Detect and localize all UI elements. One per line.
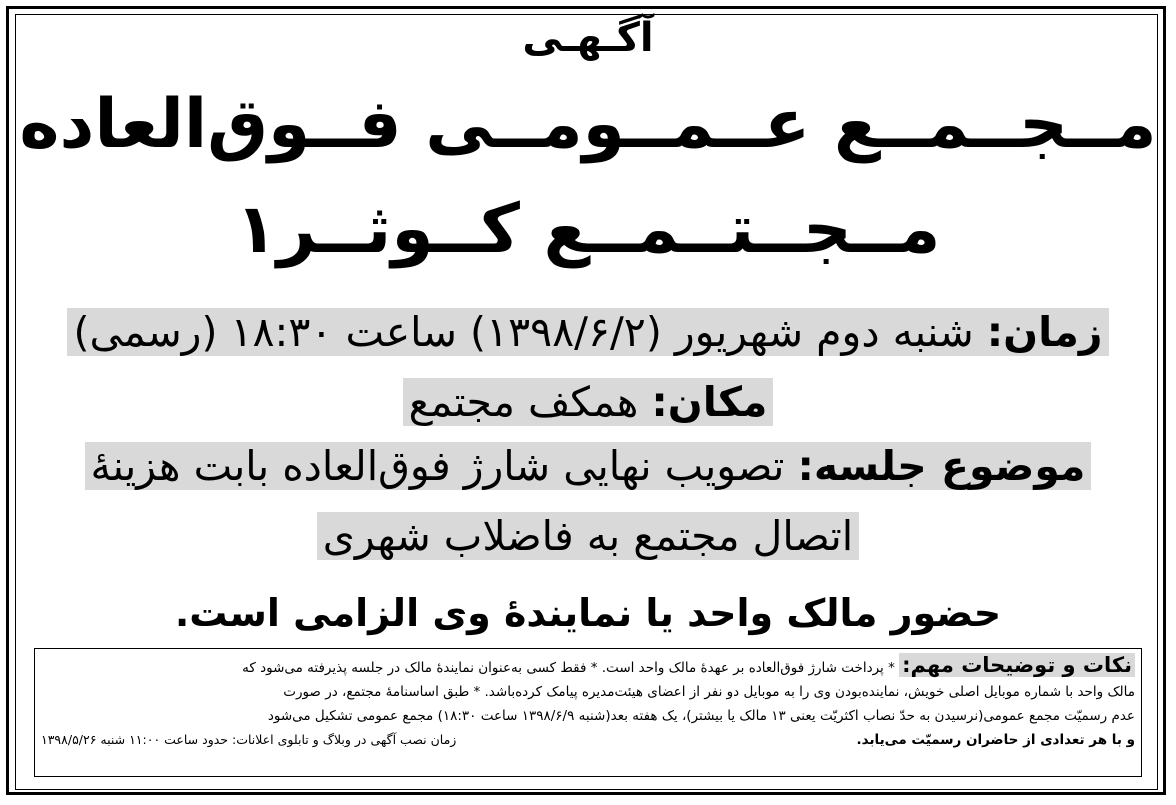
meeting-subject-continuation (0, 504, 1176, 568)
subject-continuation-highlight: اتصال مجتمع به فاضلاب شهری (317, 512, 859, 560)
meeting-place-highlight (403, 378, 774, 426)
meeting-subject-highlight (85, 442, 1092, 490)
complex-name: مــجــتــمــع کــوثــر۱ (235, 190, 941, 269)
time-label: زمان: (986, 308, 1103, 356)
meeting-place-line (0, 370, 1176, 434)
subject-label: موضوع جلسه: (797, 442, 1086, 490)
notes-box (34, 648, 1142, 777)
meeting-time-line (0, 294, 1176, 370)
notes-line-2: مالک واحد با شماره موبایل اصلی خویش، نماینده‌بودن وی را به موبایل دو نفر از اعضای هیئت‌مدیره پیامک کرده‌باشد. * طبق اساسنامهٔ مجتمع، در صورت (283, 684, 1135, 700)
notice-label: آگـهـی (522, 15, 654, 61)
time-value: شنبه دوم شهریور (۱۳۹۸/۶/۲) ساعت ۱۸:۳۰ (رسمی) (73, 308, 987, 356)
notes-line-4: و با هر تعدادی از حاضران رسمیّت می‌یابد. (856, 732, 1135, 748)
notes-title: نکات و توضیحات مهم: (899, 653, 1135, 677)
notes-line-1: * پرداخت شارژ فوق‌العاده بر عهدهٔ مالک واحد است. * فقط کسی به‌عنوان نمایندهٔ مالک در جلسه پذیرفته می‌شود که (242, 660, 900, 676)
subject-value: تصویب نهایی شارژ فوق‌العاده بابت هزینهٔ (90, 442, 798, 490)
notes-last-row (41, 728, 1135, 752)
notes-line-3: عدم رسمیّت مجمع عمومی(نرسیدن به حدّ نصاب اکثریّت یعنی ۱۳ مالک یا بیشتر)، یک هفته بعد(شنبه ۱۳۹۸/۶/۹ ساعت ۱۸:۳۰) مجمع عمومی تشکیل می‌شود (267, 708, 1135, 724)
posting-info: زمان نصب آگهی در وبلاگ و تابلوی اعلانات: حدود ساعت ۱۱:۰۰ شنبه ۱۳۹۸/۵/۲۶ (41, 732, 457, 747)
meeting-subject-line (0, 434, 1176, 498)
place-label: مکان: (651, 378, 768, 426)
place-value: همکف مجتمع (408, 378, 652, 426)
notes-first-row (41, 653, 1135, 680)
meeting-time-highlight (67, 308, 1108, 356)
attendance-notice: حضور مالک واحد یا نمایندهٔ وی الزامی است. (174, 591, 1002, 635)
page-title: مــجــمــع عــمــومــی فــوق‌العاده (19, 85, 1157, 164)
